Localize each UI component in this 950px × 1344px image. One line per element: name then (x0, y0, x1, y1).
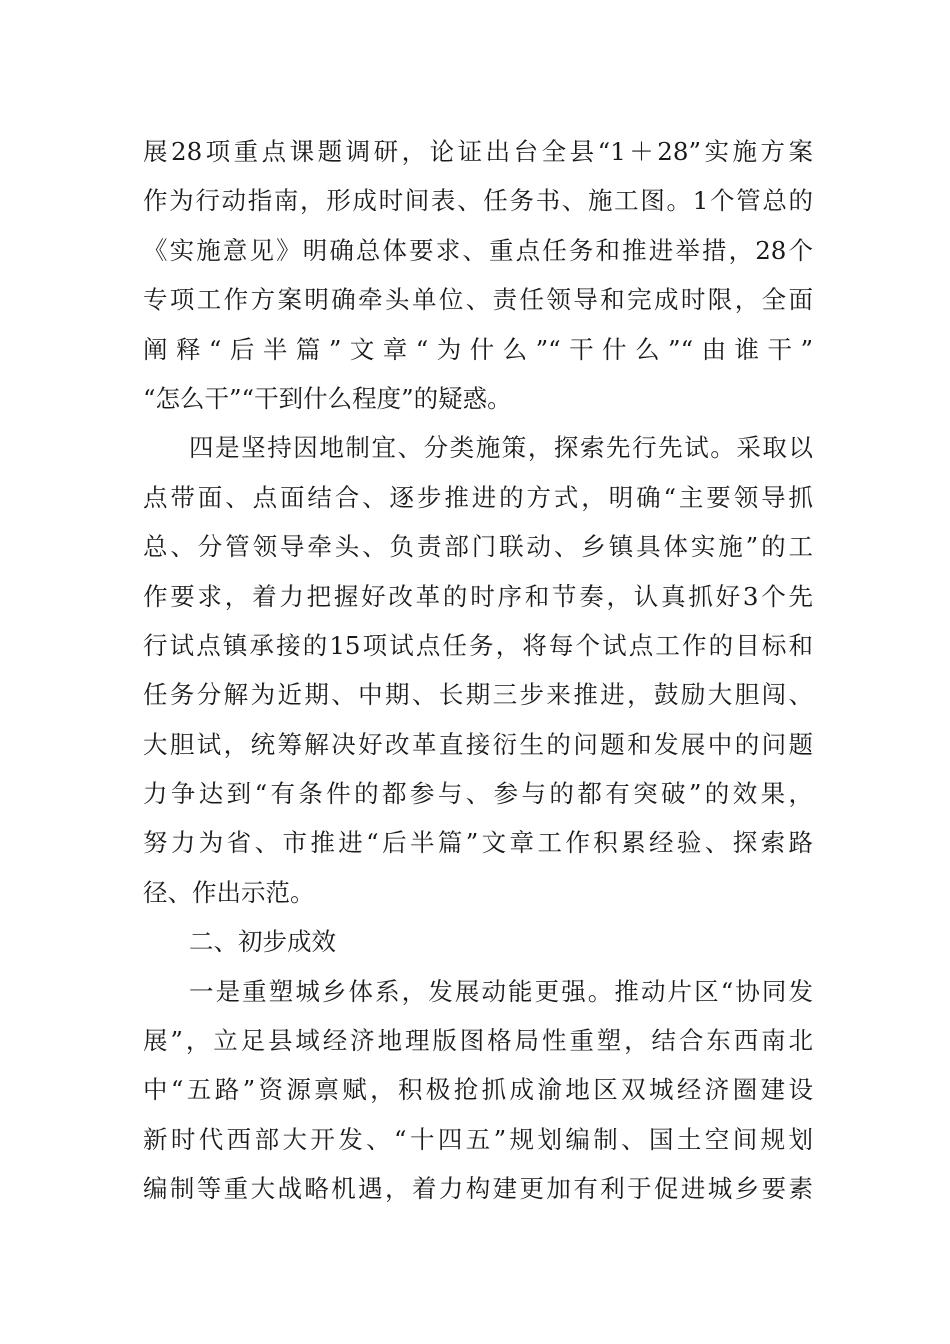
text-line: 阐释“后半篇”文章“为什么”“干什么”“由谁干” (143, 334, 813, 364)
text-line: 任务分解为近期、中期、长期三步来推进，鼓励大胆闯、 (143, 680, 813, 710)
text-line: 径、作出示范。 (143, 877, 315, 907)
text-line: 展28项重点课题调研，论证出台全县“1＋28”实施方案 (143, 137, 813, 166)
text-line: 专项工作方案明确牵头单位、责任领导和完成时限，全面 (143, 285, 813, 315)
text-line: 《实施意见》明确总体要求、重点任务和推进举措，28个 (143, 235, 813, 265)
text-line: 中“五路”资源禀赋，积极抢抓成渝地区双城经济圈建设 (143, 1075, 813, 1105)
text-line: 努力为省、市推进“后半篇”文章工作积累经验、探索路 (143, 828, 813, 858)
text-line: 总、分管领导牵头、负责部门联动、乡镇具体实施”的工 (143, 532, 813, 562)
text-line: 编制等重大战略机遇，着力构建更加有利于促进城乡要素 (143, 1174, 813, 1204)
paragraph-start-line: 一是重塑城乡体系，发展动能更强。推动片区“协同发 (189, 976, 813, 1006)
text-line: 作要求，着力把握好改革的时序和节奏，认真抓好3个先 (143, 581, 813, 611)
text-line: “怎么干”“干到什么程度”的疑惑。 (143, 383, 512, 413)
paragraph-start-line: 四是坚持因地制宜、分类施策，探索先行先试。采取以 (189, 433, 813, 463)
document-body (143, 127, 813, 1214)
text-line: 点带面、点面结合、逐步推进的方式，明确“主要领导抓 (143, 482, 813, 512)
text-line: 大胆试，统筹解决好改革直接衍生的问题和发展中的问题 (143, 729, 813, 759)
text-line: 力争达到“有条件的都参与、参与的都有突破”的效果， (143, 779, 813, 809)
section-heading: 二、初步成效 (189, 927, 336, 957)
text-line: 行试点镇承接的15项试点任务，将每个试点工作的目标和 (143, 630, 813, 660)
text-line: 展”，立足县域经济地理版图格局性重塑，结合东西南北 (143, 1026, 813, 1056)
text-line: 新时代西部大开发、“十四五”规划编制、国土空间规划 (143, 1124, 813, 1154)
text-line: 作为行动指南，形成时间表、任务书、施工图。1个管总的 (143, 186, 813, 216)
